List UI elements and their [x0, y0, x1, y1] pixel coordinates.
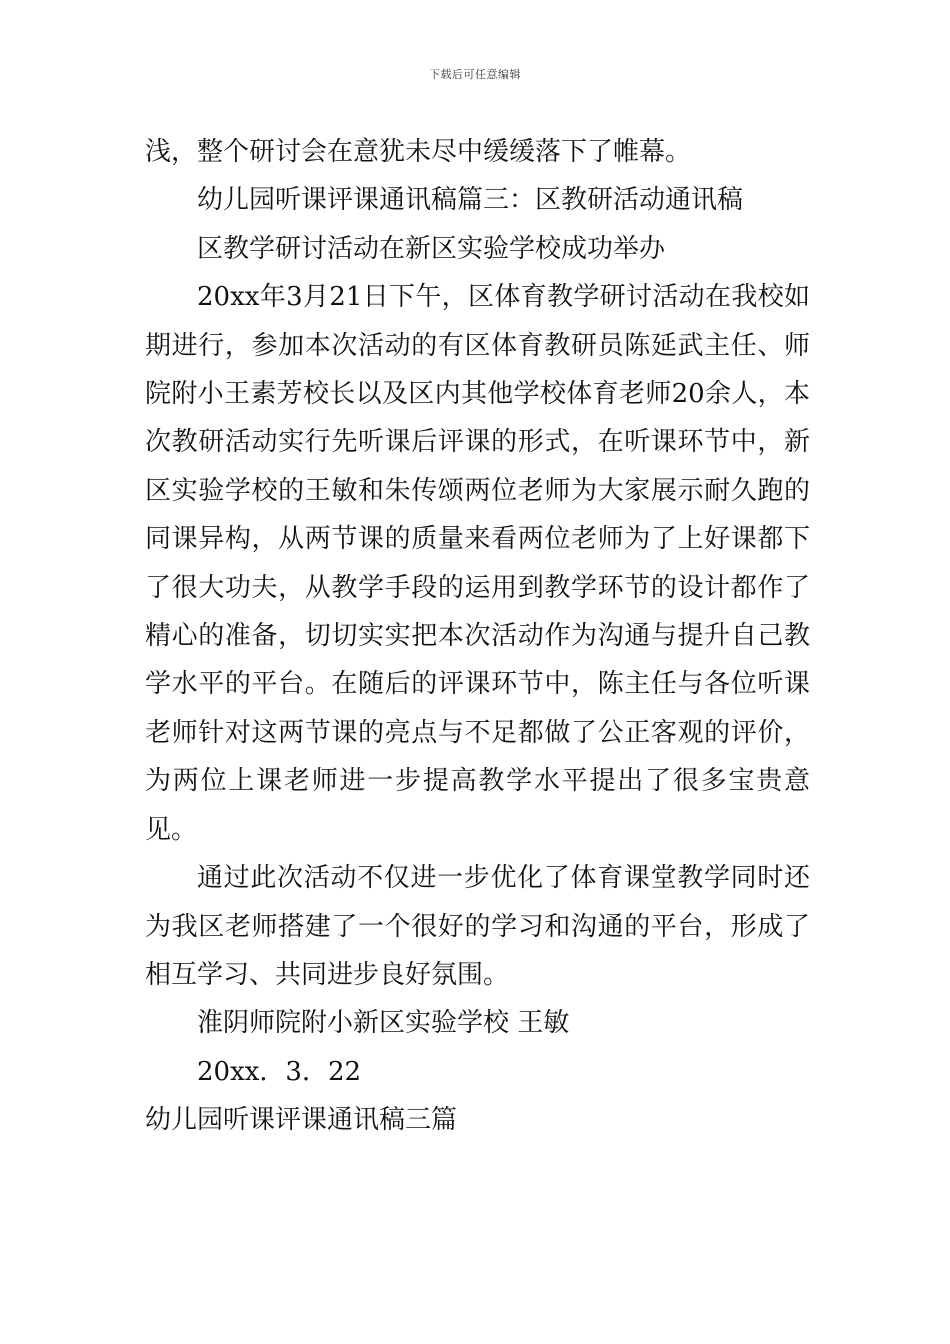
page-header-note: 下载后可任意编辑: [429, 68, 521, 81]
section-title: 幼儿园听课评课通讯稿篇三：区教研活动通讯稿: [197, 185, 744, 216]
date-line: 20xx．3．22: [197, 1056, 362, 1087]
footer-title: 幼儿园听课评课通讯稿三篇: [145, 1105, 458, 1136]
paragraph-conclusion: 通过此次活动不仅进一步优化了体育课堂教学同时还为我区老师搭建了一个很好的学习和沟通的平台，形成了相互学习、共同进步良好氛围。: [145, 863, 810, 990]
paragraph-continuation: 浅，整个研讨会在意犹未尽中缓缓落下了帷幕。: [145, 137, 692, 167]
article-headline: 区教学研讨活动在新区实验学校成功举办: [197, 233, 666, 264]
document-body: [145, 128, 810, 1145]
author-signature: 淮阴师院附小新区实验学校 王敏: [197, 1008, 570, 1039]
paragraph-main: 20xx年3月21日下午，区体育教学研讨活动在我校如期进行，参加本次活动的有区体育教研员陈延武主任、师院附小王素芳校长以及区内其他学校体育老师20余人，本次教研活动实行先听课后评课的形式，在听课环节中，新区实验学校的王敏和朱传颂两位老师为大家展示耐久跑的同课异构，从两节课的质量来看两位老师为了上好课都下了很大功夫，从教学手段的运用到教学环节的设计都作了精心的准备，切切实实把本次活动作为沟通与提升自己教学水平的平台。在随后的评课环节中，陈主任与各位听课老师针对这两节课的亮点与不足都做了公正客观的评价，为两位上课老师进一步提高教学水平提出了很多宝贵意见。: [145, 282, 810, 845]
